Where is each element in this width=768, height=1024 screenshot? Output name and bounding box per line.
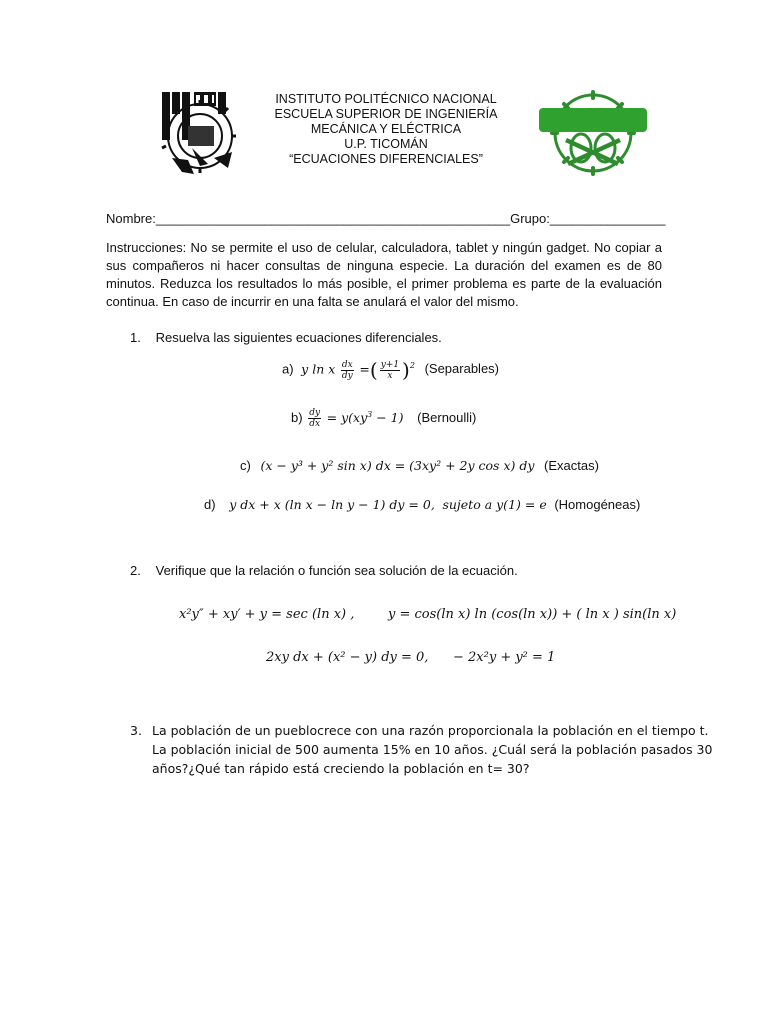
header-line-5: “ECUACIONES DIFERENCIALES” <box>289 152 483 166</box>
equation-1b-type: (Bernoulli) <box>417 409 477 425</box>
equation-1b <box>291 408 476 429</box>
question-2-text: Verifique que la relación o función sea solución de la ecuación. <box>155 563 518 578</box>
equation-1d-body: y dx + x (ln x − ln y − 1) dy = 0, <box>229 497 435 512</box>
ipn-logo <box>158 86 238 176</box>
question-2 <box>130 563 518 578</box>
equation-1a-frac-y1x: $\frac{y+1}{x}$ <box>380 359 400 381</box>
equation-2-2-right: − 2x²y + y² = 1 <box>453 650 556 665</box>
esime-logo <box>537 90 649 176</box>
equation-1b-label: b) <box>291 409 303 425</box>
nombre-grupo-line: Nombre:_________________________________________________Grupo:________________ <box>106 211 666 226</box>
question-3-line-2: La población inicial de 500 aumenta 15% en 10 años. ¿Cuál será la población pasados 30 <box>152 742 713 757</box>
question-3-line-1: La población de un pueblocrece con una razón proporcionala la población en el tiempo t. <box>152 723 709 738</box>
equation-1c <box>240 458 599 473</box>
equation-2-1-right: y = cos(ln x) ln (cos(ln x)) + ( ln x ) sin(ln x) <box>388 607 677 622</box>
header-line-2: ESCUELA SUPERIOR DE INGENIERÍA <box>274 107 498 121</box>
equation-1b-rhs: = $y(xy^3 - 1)$ <box>326 409 404 425</box>
question-3-number: 3. <box>130 723 142 738</box>
header-line-4: U.P. TICOMÁN <box>344 137 428 151</box>
equation-1d-condition: sujeto a y(1) = e <box>442 497 547 512</box>
question-1 <box>130 330 442 345</box>
question-3-line-3: años?¿Qué tan rápido está creciendo la población en t= 30? <box>152 761 530 776</box>
header-line-1: INSTITUTO POLITÉCNICO NACIONAL <box>275 92 497 106</box>
equation-1a-type: (Separables) <box>424 361 500 377</box>
instructions: Instrucciones: No se permite el uso de celular, calculadora, tablet y ningún gadget. No copiar a sus compañeros ni hacer consultas de ninguna especie. La duración del examen es de 80 minutos. Reduzca los resultados lo más posible, el primer problema es parte de la evaluación continua. En caso de incurrir en una falta se anulará el valor del mismo. <box>106 240 662 309</box>
question-2-number: 2. <box>130 563 141 578</box>
equation-2-1-left: x²y″ + xy′ + y = sec (ln x) , <box>179 607 355 622</box>
equation-1d-label: d) <box>204 497 216 512</box>
institution-header <box>250 92 522 167</box>
equation-2-2-left: 2xy dx + (x² − y) dy = 0, <box>266 650 429 665</box>
equation-1c-label: c) <box>240 458 251 473</box>
equation-1b-frac-dydx: $\frac{dy}{dx}$ <box>309 408 321 429</box>
equation-1a-lhs: y ln x <box>297 361 336 377</box>
equation-1d <box>204 497 640 512</box>
equation-1a-frac-dxdy: $\frac{dx}{dy}$ <box>341 359 353 381</box>
equation-1c-type: (Exactas) <box>544 458 599 473</box>
equation-1a-open-paren: ( <box>369 358 378 382</box>
equation-1a-label: a) <box>282 361 294 377</box>
header-line-3: MECÁNICA Y ELÉCTRICA <box>310 122 462 136</box>
equation-1c-body: (x − y³ + y² sin x) dx = (3xy² + 2y cos x) dy <box>260 458 535 473</box>
equation-1a-close-paren: ) <box>402 358 410 382</box>
equation-1d-type: (Homogéneas) <box>554 497 641 512</box>
equation-1a-exponent: 2 <box>409 361 415 371</box>
equation-1a <box>282 358 499 382</box>
question-1-text: Resuelva las siguientes ecuaciones diferenciales. <box>155 330 442 345</box>
question-1-number: 1. <box>130 330 141 345</box>
equation-1a-equals: = <box>359 361 370 377</box>
question-3 <box>130 721 713 778</box>
